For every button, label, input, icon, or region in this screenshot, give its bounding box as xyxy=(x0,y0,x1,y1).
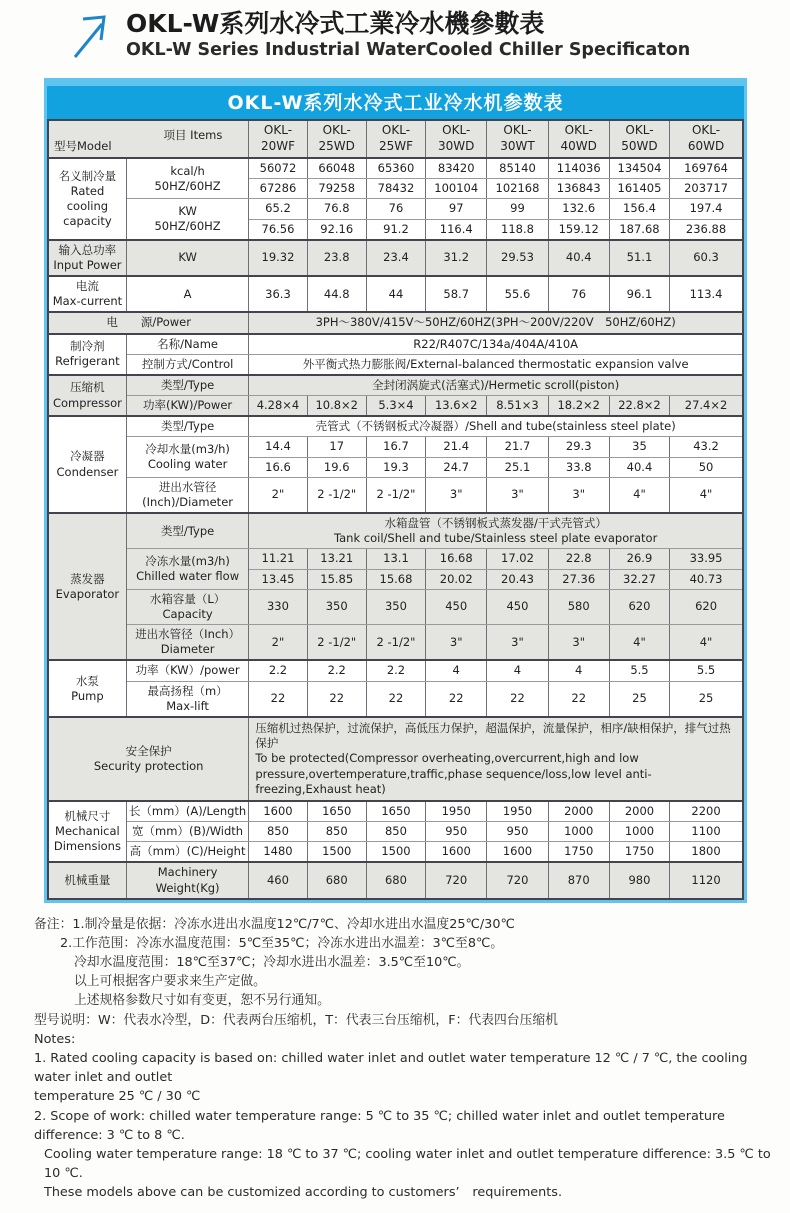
value-cell: 40.73 xyxy=(670,569,743,589)
value-cell: 720 xyxy=(487,862,548,898)
page-subtitle: OKL-W Series Industrial WaterCooled Chiller Specificaton xyxy=(126,39,691,60)
security-protection-value: 压缩机过热保护，过流保护，高低压力保护，超温保护，流量保护，相序/缺相保护，排气过热保护 To be protected(Compressor overheating,overcurrent,high and low pressure,overtemperature,traffic,phase sequence/loss,low level anti-freezing,Exhaust heat) xyxy=(249,717,743,801)
value-cell: 36.3 xyxy=(249,276,307,312)
value-cell: 11.21 xyxy=(249,549,307,569)
value-cell: 460 xyxy=(249,862,307,898)
item-label: 冷冻水量(m3/h) Chilled water flow xyxy=(126,549,249,589)
value-cell: 76 xyxy=(366,199,425,219)
value-cell: 19.6 xyxy=(307,457,366,477)
section-label: 压缩机 Compressor xyxy=(48,375,126,416)
value-cell: 21.7 xyxy=(487,437,548,457)
spec-table-frame xyxy=(44,78,747,903)
compressor-type-value: 全封闭涡旋式(活塞式)/Hermetic scroll(piston) xyxy=(249,375,743,396)
table-row xyxy=(48,862,743,898)
item-label: 进出水管径（Inch） Diameter xyxy=(126,625,249,661)
value-cell: 4 xyxy=(426,660,487,681)
note-line: 冷却水温度范围：18℃至37℃；冷却水进出水温差：3.5℃至10℃。 xyxy=(74,955,470,971)
value-cell: 1800 xyxy=(670,842,743,863)
value-cell: 16.6 xyxy=(249,457,307,477)
value-cell: 1100 xyxy=(670,822,743,842)
value-cell: 197.4 xyxy=(670,199,743,219)
item-label: 类型/Type xyxy=(126,375,249,396)
value-cell: 78432 xyxy=(366,179,425,199)
value-cell: 187.68 xyxy=(609,219,669,240)
model-header: OKL- 25WD xyxy=(307,120,366,158)
value-cell: 5.5 xyxy=(670,660,743,681)
value-cell: 79258 xyxy=(307,179,366,199)
table-row xyxy=(48,717,743,801)
value-cell: 17 xyxy=(307,437,366,457)
section-label: 蒸发器 Evaporator xyxy=(48,513,126,660)
value-cell: 2000 xyxy=(609,801,669,822)
value-cell: 850 xyxy=(307,822,366,842)
value-cell: 950 xyxy=(426,822,487,842)
model-header: OKL- 60WD xyxy=(670,120,743,158)
value-cell: 40.4 xyxy=(548,240,609,276)
model-header: OKL- 30WD xyxy=(426,120,487,158)
table-row xyxy=(48,312,743,333)
value-cell: 85140 xyxy=(487,158,548,179)
value-cell: 2" xyxy=(249,625,307,661)
value-cell: 4 xyxy=(548,660,609,681)
value-cell: 24.7 xyxy=(426,457,487,477)
value-cell: 3" xyxy=(548,625,609,661)
value-cell: 4" xyxy=(670,477,743,513)
value-cell: 980 xyxy=(609,862,669,898)
item-label: 类型/Type xyxy=(126,513,249,549)
item-label: 宽（mm）(B)/Width xyxy=(126,822,249,842)
value-cell: 13.6×2 xyxy=(426,396,487,417)
value-cell: 2 -1/2" xyxy=(366,477,425,513)
item-label: KW 50HZ/60HZ xyxy=(126,199,249,240)
value-cell: 450 xyxy=(426,589,487,624)
value-cell: 680 xyxy=(307,862,366,898)
section-label: 名义制冷量 Rated cooling capacity xyxy=(48,158,126,240)
value-cell: 55.6 xyxy=(487,276,548,312)
value-cell: 3" xyxy=(426,625,487,661)
value-cell: 850 xyxy=(249,822,307,842)
value-cell: 92.16 xyxy=(307,219,366,240)
item-label: 功率(KW)/Power xyxy=(126,396,249,417)
value-cell: 20.43 xyxy=(487,569,548,589)
item-label: 水箱容量（L） Capacity xyxy=(126,589,249,624)
table-title: OKL-W系列水冷式工业冷水机参数表 xyxy=(47,86,744,119)
value-cell: 113.4 xyxy=(670,276,743,312)
item-label: 名称/Name xyxy=(126,334,249,355)
note-line: Notes: xyxy=(34,1031,76,1047)
value-cell: 450 xyxy=(487,589,548,624)
value-cell: 67286 xyxy=(249,179,307,199)
value-cell: 2.2 xyxy=(249,660,307,681)
value-cell: 1480 xyxy=(249,842,307,863)
power-supply-value: 3PH～380V/415V～50HZ/60HZ(3PH～200V/220V 50HZ/60HZ) xyxy=(249,312,743,333)
value-cell: 44.8 xyxy=(307,276,366,312)
value-cell: 4" xyxy=(609,477,669,513)
value-cell: 32.27 xyxy=(609,569,669,589)
note-line: Cooling water temperature range: 18 ℃ to 37 ℃; cooling water inlet and outlet temperature difference: 3.5 ℃ to 10 ℃. xyxy=(44,1146,771,1182)
item-label: Machinery Weight(Kg) xyxy=(126,862,249,898)
section-label: 安全保护 Security protection xyxy=(48,717,249,801)
value-cell: 114036 xyxy=(548,158,609,179)
table-row xyxy=(48,549,743,569)
value-cell: 60.3 xyxy=(670,240,743,276)
value-cell: 5.5 xyxy=(609,660,669,681)
table-row xyxy=(48,477,743,513)
refrigerant-name-value: R22/R407C/134a/404A/410A xyxy=(249,334,743,355)
value-cell: 3" xyxy=(487,477,548,513)
value-cell: 100104 xyxy=(426,179,487,199)
corner-items-label: 项目 Items xyxy=(163,128,223,142)
section-label: 冷凝器 Condenser xyxy=(48,416,126,513)
value-cell: 236.88 xyxy=(670,219,743,240)
table-row xyxy=(48,240,743,276)
note-line: temperature 25 ℃ / 30 ℃ xyxy=(34,1089,201,1105)
section-label: 电流 Max-current xyxy=(48,276,126,312)
value-cell: 66048 xyxy=(307,158,366,179)
value-cell: 83420 xyxy=(426,158,487,179)
value-cell: 97 xyxy=(426,199,487,219)
note-line: 以上可根据客户要求来生产定做。 xyxy=(74,974,266,990)
value-cell: 118.8 xyxy=(487,219,548,240)
value-cell: 3" xyxy=(548,477,609,513)
note-line: 1. Rated cooling capacity is based on: chilled water inlet and outlet water temperature 12 ℃ / 7 ℃, the cooling water inlet and outlet xyxy=(34,1051,748,1086)
page-header xyxy=(68,10,790,62)
value-cell: 15.68 xyxy=(366,569,425,589)
value-cell: 58.7 xyxy=(426,276,487,312)
table-row xyxy=(48,437,743,457)
value-cell: 76.56 xyxy=(249,219,307,240)
value-cell: 1500 xyxy=(307,842,366,863)
value-cell: 2000 xyxy=(548,801,609,822)
item-label: KW xyxy=(126,240,249,276)
value-cell: 5.3×4 xyxy=(366,396,425,417)
value-cell: 720 xyxy=(426,862,487,898)
value-cell: 1000 xyxy=(609,822,669,842)
value-cell: 50 xyxy=(670,457,743,477)
value-cell: 27.36 xyxy=(548,569,609,589)
value-cell: 4 xyxy=(487,660,548,681)
value-cell: 65360 xyxy=(366,158,425,179)
value-cell: 3" xyxy=(426,477,487,513)
value-cell: 19.3 xyxy=(366,457,425,477)
value-cell: 91.2 xyxy=(366,219,425,240)
value-cell: 580 xyxy=(548,589,609,624)
table-row xyxy=(48,660,743,681)
value-cell: 33.95 xyxy=(670,549,743,569)
value-cell: 16.68 xyxy=(426,549,487,569)
value-cell: 203717 xyxy=(670,179,743,199)
model-header: OKL- 40WD xyxy=(548,120,609,158)
value-cell: 330 xyxy=(249,589,307,624)
refrigerant-control-value: 外平衡式热力膨胀阀/External-balanced thermostatic expansion valve xyxy=(249,354,743,375)
item-label: A xyxy=(126,276,249,312)
condenser-type-value: 壳管式（不锈钢板式冷凝器）/Shell and tube(stainless steel plate) xyxy=(249,416,743,437)
value-cell: 136843 xyxy=(548,179,609,199)
value-cell: 99 xyxy=(487,199,548,219)
value-cell: 1500 xyxy=(366,842,425,863)
value-cell: 102168 xyxy=(487,179,548,199)
value-cell: 134504 xyxy=(609,158,669,179)
note-line: 型号说明：W：代表水冷型，D：代表两台压缩机，T：代表三台压缩机，F：代表四台压缩机 xyxy=(34,1012,558,1028)
item-label: 冷却水量(m3/h) Cooling water xyxy=(126,437,249,477)
value-cell: 25.1 xyxy=(487,457,548,477)
value-cell: 1650 xyxy=(307,801,366,822)
value-cell: 25 xyxy=(670,681,743,717)
table-row xyxy=(48,416,743,437)
value-cell: 22 xyxy=(366,681,425,717)
value-cell: 4" xyxy=(670,625,743,661)
value-cell: 1750 xyxy=(609,842,669,863)
value-cell: 4" xyxy=(609,625,669,661)
value-cell: 620 xyxy=(670,589,743,624)
section-label: 机械尺寸 Mechanical Dimensions xyxy=(48,801,126,863)
section-label: 制冷剂 Refrigerant xyxy=(48,334,126,375)
value-cell: 29.53 xyxy=(487,240,548,276)
model-header: OKL- 30WT xyxy=(487,120,548,158)
table-row xyxy=(48,513,743,549)
arrow-up-right-icon xyxy=(68,10,118,62)
note-line: 2. Scope of work: chilled water temperature range: 5 ℃ to 35 ℃; chilled water inlet and outlet temperature difference: 3 ℃ to 8 ℃. xyxy=(34,1108,725,1143)
value-cell: 8.51×3 xyxy=(487,396,548,417)
value-cell: 22 xyxy=(487,681,548,717)
value-cell: 19.32 xyxy=(249,240,307,276)
title-block xyxy=(126,10,690,61)
value-cell: 1600 xyxy=(249,801,307,822)
item-label: 类型/Type xyxy=(126,416,249,437)
value-cell: 159.12 xyxy=(548,219,609,240)
value-cell: 33.8 xyxy=(548,457,609,477)
value-cell: 2 -1/2" xyxy=(307,625,366,661)
value-cell: 22 xyxy=(426,681,487,717)
table-row xyxy=(48,158,743,179)
item-label: 长（mm）(A)/Length xyxy=(126,801,249,822)
item-label: 进出水管径 (Inch)/Diameter xyxy=(126,477,249,513)
value-cell: 31.2 xyxy=(426,240,487,276)
value-cell: 44 xyxy=(366,276,425,312)
value-cell: 26.9 xyxy=(609,549,669,569)
value-cell: 22.8×2 xyxy=(609,396,669,417)
value-cell: 76.8 xyxy=(307,199,366,219)
value-cell: 76 xyxy=(548,276,609,312)
value-cell: 25 xyxy=(609,681,669,717)
table-row xyxy=(48,681,743,717)
value-cell: 161405 xyxy=(609,179,669,199)
value-cell: 1750 xyxy=(548,842,609,863)
value-cell: 21.4 xyxy=(426,437,487,457)
value-cell: 13.21 xyxy=(307,549,366,569)
section-label: 输入总功率 Input Power xyxy=(48,240,126,276)
section-label: 机械重量 xyxy=(48,862,126,898)
value-cell: 23.8 xyxy=(307,240,366,276)
value-cell: 17.02 xyxy=(487,549,548,569)
section-label: 电 源/Power xyxy=(48,312,249,333)
item-label: 最高扬程（m） Max-lift xyxy=(126,681,249,717)
item-label: 功率（KW）/power xyxy=(126,660,249,681)
item-label: 控制方式/Control xyxy=(126,354,249,375)
value-cell: 35 xyxy=(609,437,669,457)
notes-block xyxy=(34,915,774,1203)
note-line: 上述规格参数尺寸如有变更，恕不另行通知。 xyxy=(74,993,330,1009)
value-cell: 620 xyxy=(609,589,669,624)
value-cell: 2200 xyxy=(670,801,743,822)
value-cell: 14.4 xyxy=(249,437,307,457)
value-cell: 20.02 xyxy=(426,569,487,589)
value-cell: 169764 xyxy=(670,158,743,179)
value-cell: 22 xyxy=(548,681,609,717)
value-cell: 1650 xyxy=(366,801,425,822)
value-cell: 950 xyxy=(487,822,548,842)
table-row xyxy=(48,120,743,158)
value-cell: 65.2 xyxy=(249,199,307,219)
table-row xyxy=(48,589,743,624)
value-cell: 1600 xyxy=(487,842,548,863)
value-cell: 2 -1/2" xyxy=(366,625,425,661)
value-cell: 13.45 xyxy=(249,569,307,589)
table-row xyxy=(48,396,743,417)
value-cell: 1950 xyxy=(426,801,487,822)
table-row xyxy=(48,625,743,661)
table-row xyxy=(48,801,743,822)
value-cell: 18.2×2 xyxy=(548,396,609,417)
value-cell: 10.8×2 xyxy=(307,396,366,417)
corner-model-label: 型号Model xyxy=(54,138,112,153)
evaporator-type-value: 水箱盘管（不锈钢板式蒸发器/干式壳管式） Tank coil/Shell and tube/Stainless steel plate evaporator xyxy=(249,513,743,549)
value-cell: 13.1 xyxy=(366,549,425,569)
note-line: 备注：1.制冷量是依据：冷冻水进出水温度12℃/7℃、冷却水进出水温度25℃/30℃ xyxy=(34,916,515,932)
value-cell: 350 xyxy=(366,589,425,624)
value-cell: 56072 xyxy=(249,158,307,179)
value-cell: 51.1 xyxy=(609,240,669,276)
item-label: kcal/h 50HZ/60HZ xyxy=(126,158,249,199)
value-cell: 22 xyxy=(307,681,366,717)
table-row xyxy=(48,276,743,312)
value-cell: 3" xyxy=(487,625,548,661)
value-cell: 2.2 xyxy=(366,660,425,681)
table-row xyxy=(48,842,743,863)
value-cell: 23.4 xyxy=(366,240,425,276)
value-cell: 156.4 xyxy=(609,199,669,219)
table-row xyxy=(48,334,743,355)
page-title: OKL-W系列水冷式工業冷水機參數表 xyxy=(126,9,545,38)
value-cell: 2" xyxy=(249,477,307,513)
value-cell: 40.4 xyxy=(609,457,669,477)
model-header: OKL- 20WF xyxy=(249,120,307,158)
value-cell: 350 xyxy=(307,589,366,624)
value-cell: 132.6 xyxy=(548,199,609,219)
value-cell: 680 xyxy=(366,862,425,898)
value-cell: 116.4 xyxy=(426,219,487,240)
value-cell: 29.3 xyxy=(548,437,609,457)
value-cell: 43.2 xyxy=(670,437,743,457)
value-cell: 1600 xyxy=(426,842,487,863)
model-header: OKL- 25WF xyxy=(366,120,425,158)
value-cell: 27.4×2 xyxy=(670,396,743,417)
corner-cell xyxy=(48,120,249,158)
item-label: 高（mm）(C)/Height xyxy=(126,842,249,863)
note-line: These models above can be customized according to customers’ requirements. xyxy=(44,1185,563,1201)
value-cell: 2.2 xyxy=(307,660,366,681)
value-cell: 16.7 xyxy=(366,437,425,457)
value-cell: 850 xyxy=(366,822,425,842)
value-cell: 1120 xyxy=(670,862,743,898)
spec-table xyxy=(47,119,744,900)
value-cell: 96.1 xyxy=(609,276,669,312)
value-cell: 870 xyxy=(548,862,609,898)
value-cell: 22.8 xyxy=(548,549,609,569)
model-header: OKL- 50WD xyxy=(609,120,669,158)
note-line: 2.工作范围：冷冻水温度范围：5℃至35℃；冷冻水进出水温差：3℃至8℃。 xyxy=(60,935,504,951)
value-cell: 2 -1/2" xyxy=(307,477,366,513)
value-cell: 22 xyxy=(249,681,307,717)
section-label: 水泵 Pump xyxy=(48,660,126,717)
table-row xyxy=(48,354,743,375)
table-row xyxy=(48,199,743,219)
table-row xyxy=(48,375,743,396)
table-row xyxy=(48,822,743,842)
value-cell: 4.28×4 xyxy=(249,396,307,417)
value-cell: 1950 xyxy=(487,801,548,822)
value-cell: 1000 xyxy=(548,822,609,842)
value-cell: 15.85 xyxy=(307,569,366,589)
